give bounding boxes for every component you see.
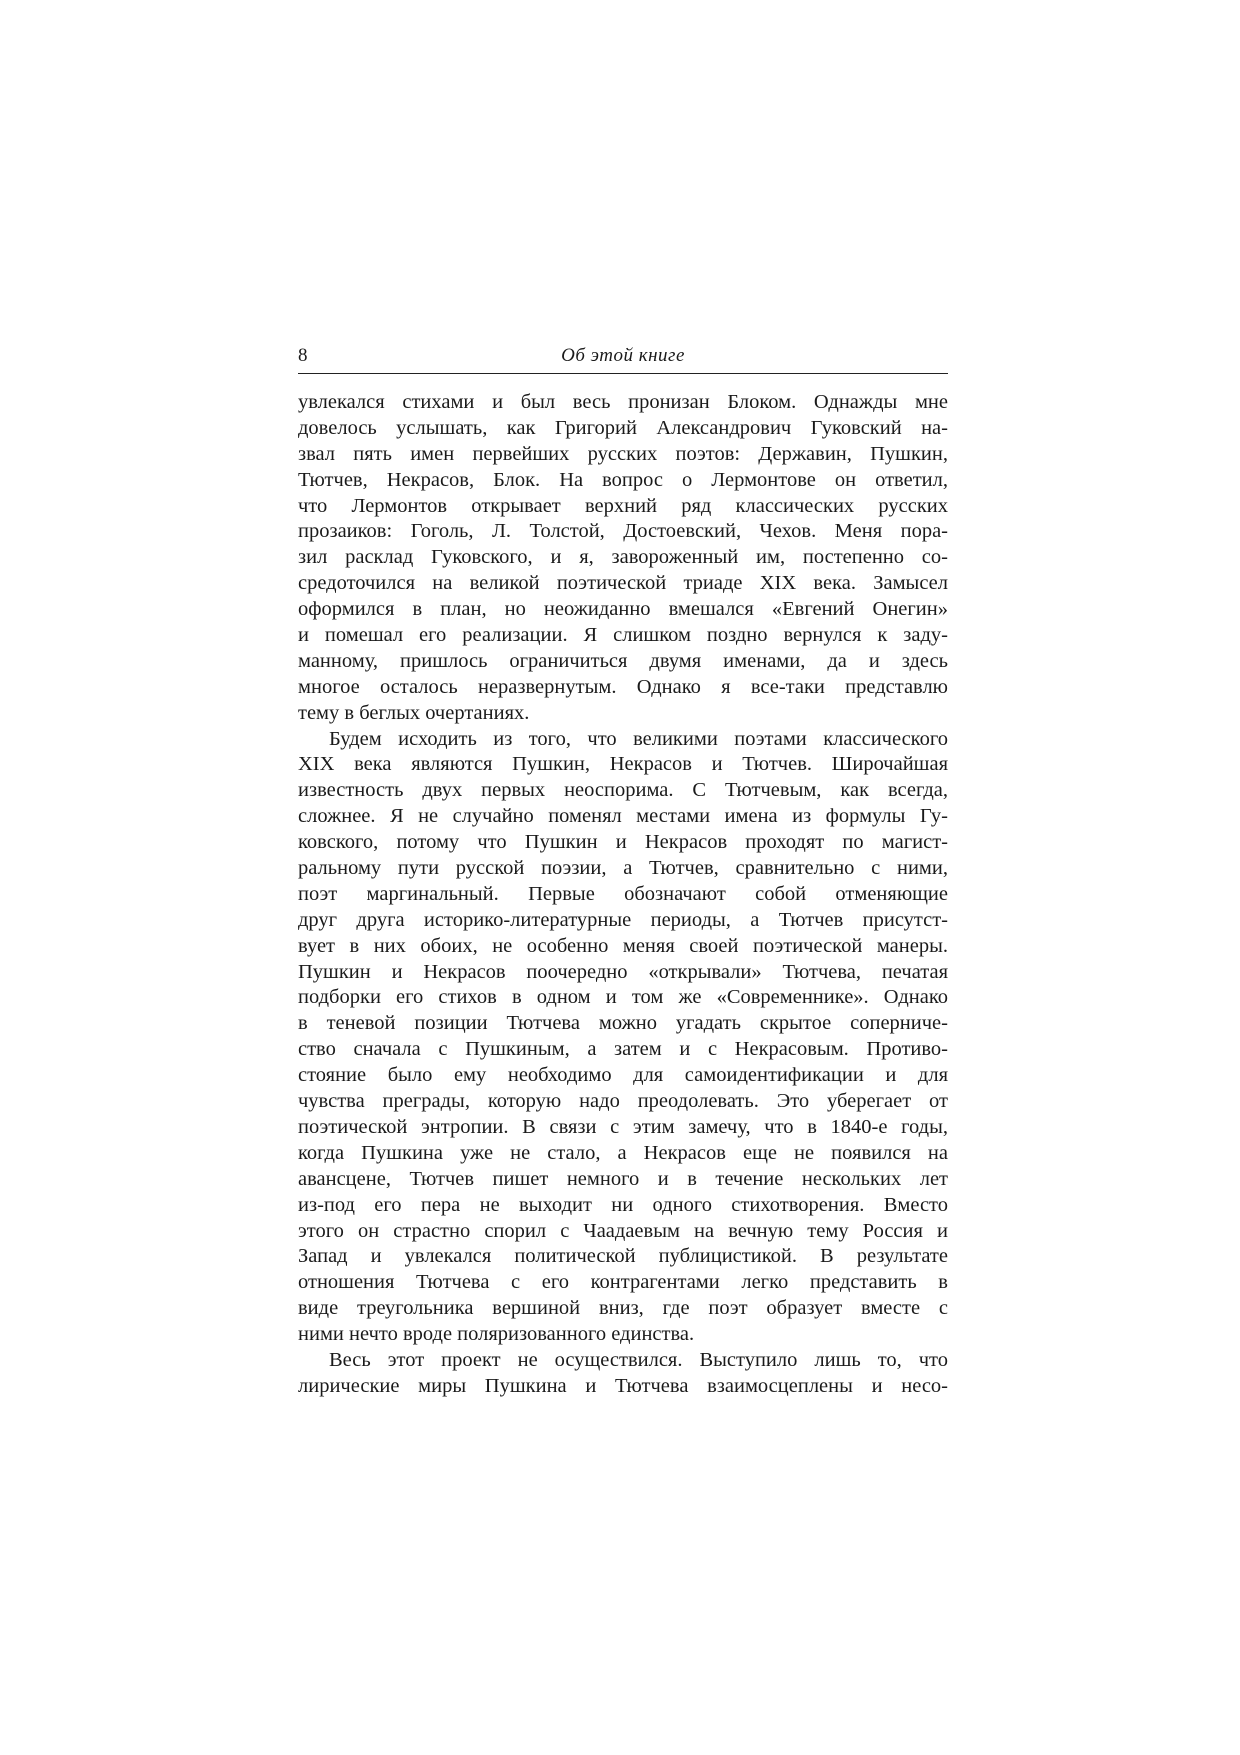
text-line: лирические миры Пушкина и Тютчева взаимосцеплены и несо- (298, 1374, 948, 1397)
text-line: довелось услышать, как Григорий Александрович Гуковский на- (298, 416, 948, 439)
text-line: в теневой позиции Тютчева можно угадать скрытое соперниче- (298, 1012, 948, 1035)
running-title: Об этой книге (561, 345, 685, 366)
paragraph (298, 727, 948, 1348)
text-line: друг друга историко-литературные периоды, а Тютчев присутст- (298, 908, 948, 931)
text-line: Тютчев, Некрасов, Блок. На вопрос о Лермонтове он ответил, (298, 468, 948, 491)
paragraph (298, 1348, 948, 1400)
text-line: увлекался стихами и был весь пронизан Блоком. Однажды мне (298, 391, 948, 413)
text-line: XIX века являются Пушкин, Некрасов и Тютчев. Широчайшая (298, 753, 948, 776)
page-number: 8 (298, 345, 308, 366)
text-line: известность двух первых неоспорима. С Тютчевым, как всегда, (298, 779, 948, 802)
text-line: средоточился на великой поэтической триаде XIX века. Замысел (298, 572, 948, 595)
text-line: прозаиков: Гоголь, Л. Толстой, Достоевский, Чехов. Меня пора- (298, 520, 948, 543)
text-line: ковского, потому что Пушкин и Некрасов проходят по магист- (298, 831, 948, 854)
text-line: ральному пути русской поэзии, а Тютчев, сравнительно с ними, (298, 857, 948, 880)
text-line: звал пять имен первейших русских поэтов: Державин, Пушкин, (298, 442, 948, 465)
text-line: когда Пушкина уже не стало, а Некрасов еще не появился на (298, 1141, 948, 1164)
running-header (298, 341, 948, 374)
text-line: оформился в план, но неожиданно вмешался «Евгений Онегин» (298, 598, 948, 621)
text-line: ними нечто вроде поляризованного единства. (298, 1323, 695, 1346)
text-line: авансцене, Тютчев пишет немного и в течение нескольких лет (298, 1167, 948, 1190)
text-line: Запад и увлекался политической публицистикой. В результате (298, 1245, 948, 1268)
text-line: Весь этот проект не осуществился. Выступило лишь то, что (329, 1348, 948, 1371)
text-line: вует в них обоих, не особенно меняя своей поэтической манеры. (298, 934, 948, 957)
text-line: что Лермонтов открывает верхний ряд классических русских (298, 494, 948, 517)
text-line: чувства преграды, которую надо преодолевать. Это уберегает от (298, 1090, 948, 1113)
text-line: и помешал его реализации. Я слишком поздно вернулся к заду- (298, 624, 948, 647)
text-line: стояние было ему необходимо для самоидентификации и для (298, 1064, 948, 1087)
text-line: поэт маргинальный. Первые обозначают собой отменяющие (298, 882, 948, 905)
text-line: отношения Тютчева с его контрагентами легко представить в (298, 1271, 948, 1294)
body-text (298, 390, 948, 1400)
text-line: сложнее. Я не случайно поменял местами имена из формулы Гу- (298, 805, 948, 828)
text-line: ство сначала с Пушкиным, а затем и с Некрасовым. Противо- (298, 1038, 948, 1061)
text-line: зил расклад Гуковского, и я, завороженный им, постепенно со- (298, 546, 948, 569)
text-line: Будем исходить из того, что великими поэтами классического (329, 727, 948, 750)
paragraph (298, 390, 948, 727)
text-line: многое осталось неразвернутым. Однако я все-таки представлю (298, 675, 948, 698)
text-line: этого он страстно спорил с Чаадаевым на вечную тему Россия и (298, 1219, 948, 1242)
text-line: манному, пришлось ограничиться двумя именами, да и здесь (298, 649, 948, 672)
text-line: подборки его стихов в одном и том же «Современнике». Однако (298, 986, 948, 1009)
text-line: тему в беглых очертаниях. (298, 701, 530, 724)
text-line: виде треугольника вершиной вниз, где поэт образует вместе с (298, 1297, 948, 1320)
text-line: из-под его пера не выходит ни одного стихотворения. Вместо (298, 1193, 948, 1216)
text-line: поэтической энтропии. В связи с этим замечу, что в 1840-е годы, (298, 1115, 948, 1138)
text-line: Пушкин и Некрасов поочередно «открывали» Тютчева, печатая (298, 960, 948, 983)
